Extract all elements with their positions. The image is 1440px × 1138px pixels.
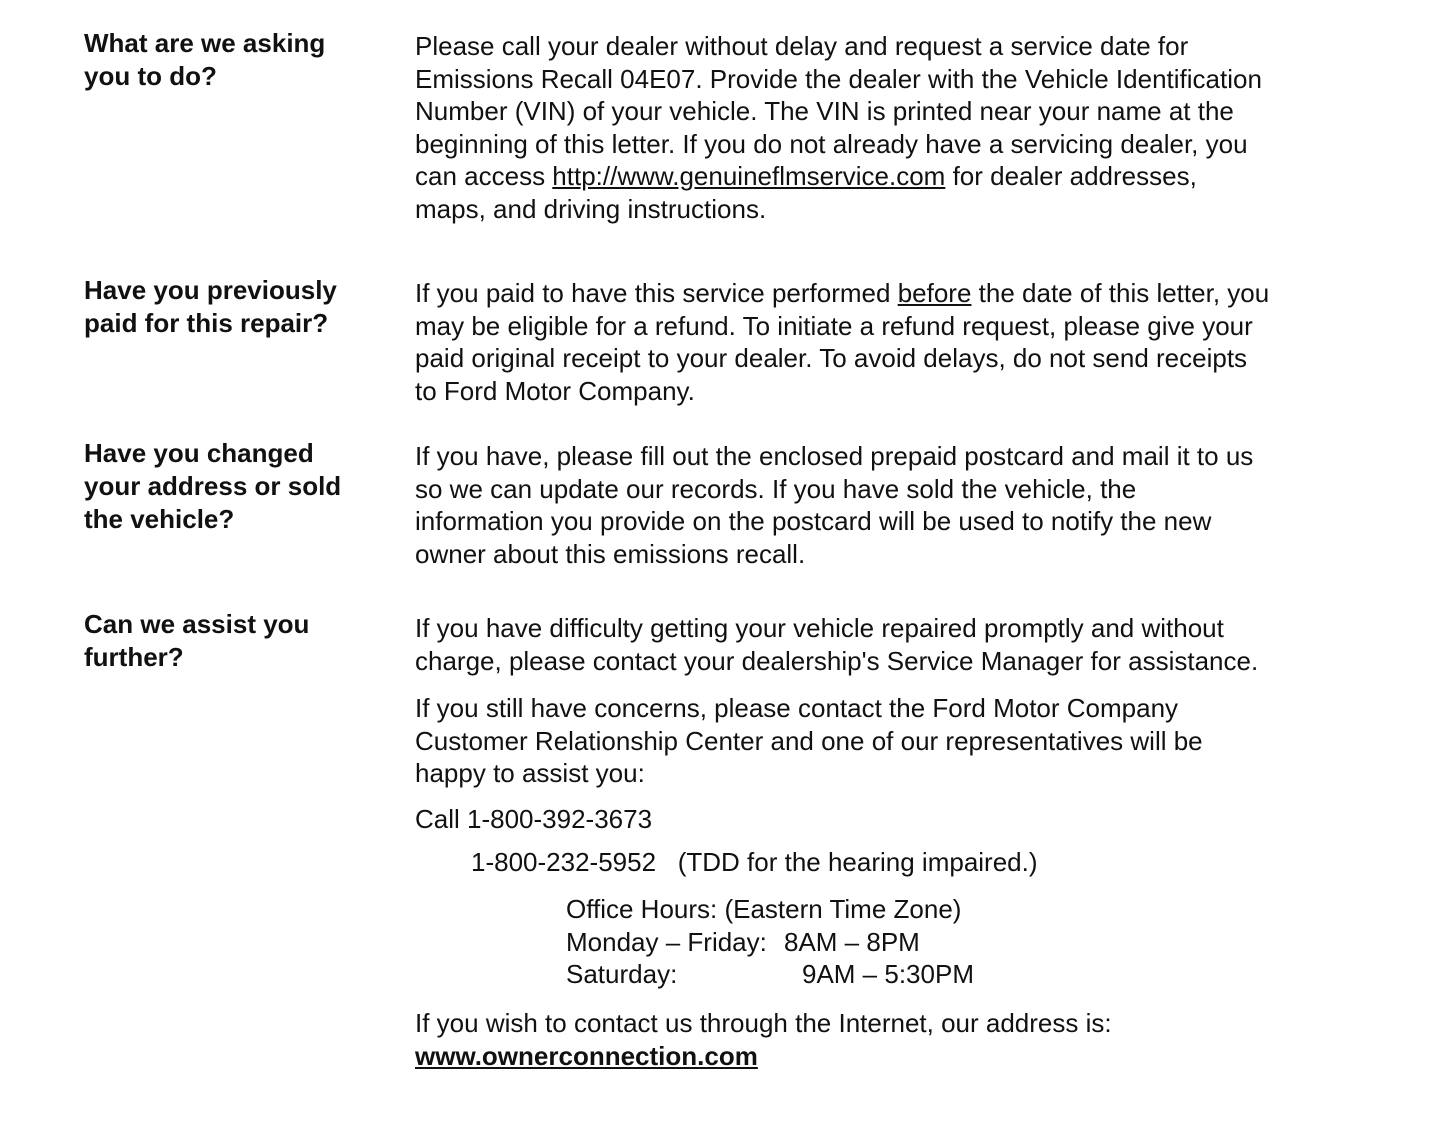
tdd-number: 1-800-232-5952 <box>471 847 657 877</box>
answer-line: beginning of this letter. If you do not already have a servicing dealer, you <box>415 128 1248 159</box>
call-line <box>415 803 1415 836</box>
answer-line: Please call your dealer without delay and request a service date for <box>415 31 1189 61</box>
question-line: your address or sold <box>84 471 342 501</box>
underlined-word-before: before <box>897 278 972 308</box>
answer-line: maps, and driving instructions. <box>415 193 767 224</box>
answer-line: If you have difficulty getting your vehicle repaired promptly and without <box>415 613 1224 643</box>
answer-line: may be eligible for a refund. To initiate a refund request, please give your <box>415 310 1253 341</box>
answer-line-with-link <box>415 160 1415 193</box>
answer-line: Number (VIN) of your vehicle. The VIN is printed near your name at the <box>415 96 1234 126</box>
hours-days: Saturday: <box>566 959 678 989</box>
answer-what-are-we-asking <box>415 30 1415 225</box>
question-line: paid for this repair? <box>84 308 329 338</box>
answer-assist-para1 <box>415 612 1415 677</box>
question-assist-further <box>84 608 384 674</box>
answer-line: If you have, please fill out the enclosed prepaid postcard and mail it to us <box>415 441 1254 471</box>
phone-call-number: Call 1-800-392-3673 <box>415 804 653 834</box>
question-what-are-we-asking <box>84 27 384 93</box>
answer-line: Customer Relationship Center and one of our representatives will be <box>415 725 1203 756</box>
answer-line: owner about this emissions recall. <box>415 538 806 569</box>
question-line: Have you previously <box>84 275 337 305</box>
question-line: Can we assist you <box>84 609 310 639</box>
answer-line: paid original receipt to your dealer. To avoid delays, do not send receipts <box>415 343 1248 373</box>
tdd-note: (TDD for the hearing impaired.) <box>677 847 1038 877</box>
question-line: further? <box>84 642 184 672</box>
answer-line-with-underline <box>415 277 1415 310</box>
answer-line: so we can update our records. If you have sold the vehicle, the <box>415 473 1137 504</box>
line-prefix: If you paid to have this service performed <box>415 278 898 308</box>
internet-block <box>415 1007 1415 1072</box>
link-suffix: for dealer addresses, <box>945 161 1197 191</box>
hours-days: Monday – Friday: <box>566 926 767 957</box>
hours-time: 9AM – 5:30PM <box>802 959 974 989</box>
answer-line: to Ford Motor Company. <box>415 375 695 406</box>
answer-line: information you provide on the postcard will be used to notify the new <box>415 506 1212 536</box>
tdd-line <box>471 846 1440 879</box>
owner-connection-link[interactable]: www.ownerconnection.com <box>415 1040 758 1071</box>
hours-row-saturday <box>566 958 1266 991</box>
hours-time: 8AM – 8PM <box>784 926 920 957</box>
hours-row-weekday <box>566 926 1266 959</box>
tdd-line-content <box>471 846 1440 879</box>
answer-previously-paid <box>415 277 1415 407</box>
office-hours-title: Office Hours: (Eastern Time Zone) <box>566 894 962 924</box>
answer-assist-para2 <box>415 692 1415 790</box>
question-line: Have you changed <box>84 438 314 468</box>
link-prefix: can access <box>415 161 553 191</box>
answer-line: Emissions Recall 04E07. Provide the dealer with the Vehicle Identification <box>415 63 1262 94</box>
line-suffix: the date of this letter, you <box>971 278 1270 308</box>
dealer-website-link[interactable]: http://www.genuineflmservice.com <box>552 161 946 191</box>
answer-line: If you still have concerns, please contact the Ford Motor Company <box>415 693 1179 723</box>
internet-line: If you wish to contact us through the Internet, our address is: <box>415 1008 1112 1038</box>
question-line: the vehicle? <box>84 504 235 534</box>
question-previously-paid <box>84 274 384 340</box>
question-changed-address <box>84 437 384 536</box>
answer-line: happy to assist you: <box>415 758 645 788</box>
office-hours-block <box>566 893 1266 991</box>
question-line: you to do? <box>84 61 217 91</box>
question-line: What are we asking <box>84 28 326 58</box>
answer-line: charge, please contact your dealership's Service Manager for assistance. <box>415 645 1259 676</box>
answer-changed-address <box>415 440 1415 570</box>
